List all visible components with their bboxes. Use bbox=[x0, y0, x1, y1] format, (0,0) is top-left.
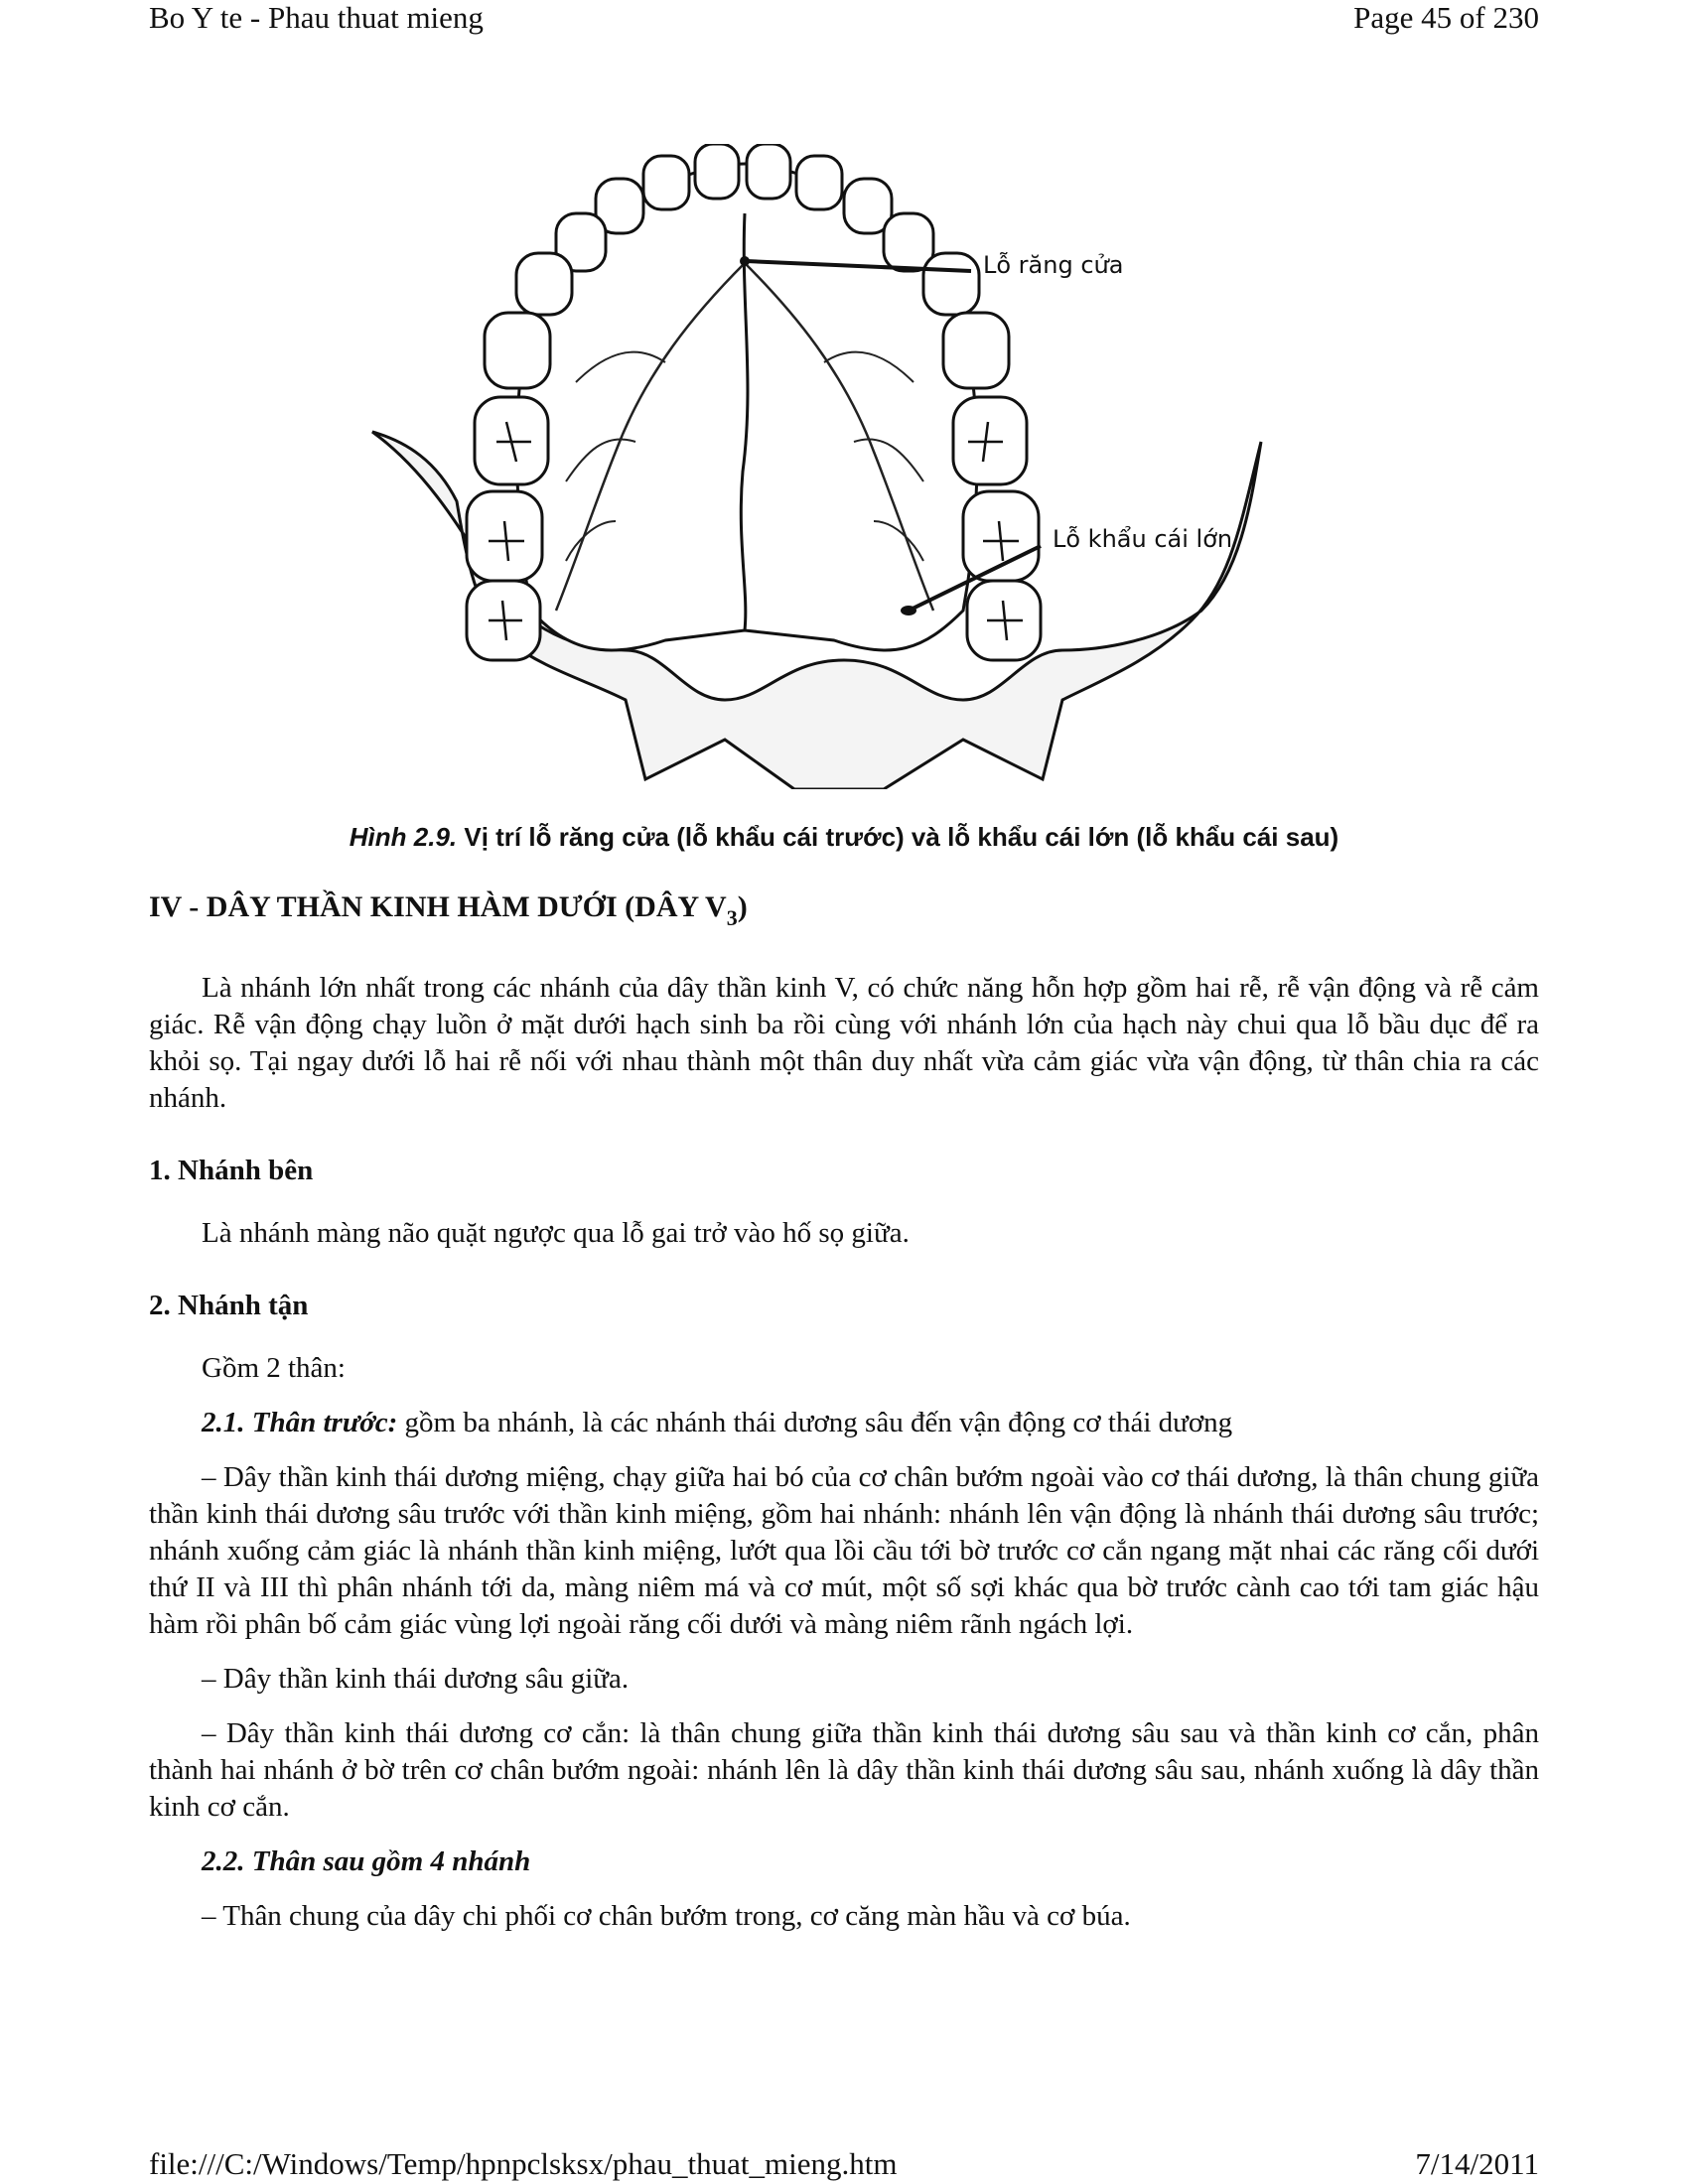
header-title: Bo Y te - Phau thuat mieng bbox=[149, 0, 484, 35]
section-heading-subscript: 3 bbox=[726, 905, 738, 930]
palate-illustration bbox=[367, 144, 1321, 789]
caption-text: Vị trí lỗ răng cửa (lỗ khẩu cái trước) và lỗ khẩu cái lớn (lỗ khẩu cái sau) bbox=[457, 822, 1339, 852]
label-incisive-foramen: Lỗ răng cửa bbox=[983, 251, 1124, 279]
paragraph-than-sau: – Thân chung của dây chi phối cơ chân bướm trong, cơ căng màn hầu và cơ búa. bbox=[202, 1900, 1131, 1932]
paragraph-thai-duong-co-can: – Dây thần kinh thái dương cơ cắn: là thân chung giữa thần kinh thái dương sâu sau và thần kinh cơ cắn, phân thành hai nhánh ở bờ trên cơ chân bướm ngoài: nhánh lên là dây thần kinh thái dương sâu sau, nhánh xuống là dây thần kinh cơ cắn. bbox=[149, 1717, 1539, 1823]
caption-label: Hình 2.9. bbox=[349, 822, 458, 852]
paragraph-gom-2-than: Gồm 2 thân: bbox=[202, 1352, 346, 1384]
paragraph-thai-duong-sau-giua: – Dây thần kinh thái dương sâu giữa. bbox=[202, 1663, 630, 1695]
footer-date: 7/14/2011 bbox=[1415, 2146, 1539, 2181]
intro-paragraph: Là nhánh lớn nhất trong các nhánh của dây thần kinh V, có chức năng hỗn hợp gồm hai rễ, rễ vận động và rễ cảm giác. Rễ vận động chạy luồn ở mặt dưới hạch sinh ba rồi cùng với nhánh lớn của hạch này chui qua lỗ bầu dục để ra khỏi sọ. Tại ngay dưới lỗ hai rễ nối với nhau thành một thân duy nhất vừa cảm giác vừa vận động, từ thân chia ra các nhánh. bbox=[149, 972, 1539, 1114]
paragraph-nhanh-ben: Là nhánh màng não quặt ngược qua lỗ gai trở vào hố sọ giữa. bbox=[202, 1217, 910, 1249]
paragraph-thai-duong-mieng: – Dây thần kinh thái dương miệng, chạy giữa hai bó của cơ chân bướm ngoài vào cơ thái dương, là thân chung giữa thần kinh thái dương sâu trước với thần kinh miệng, gồm hai nhánh: nhánh lên vận động là nhánh thái dương sâu trước; nhánh xuống cảm giác là nhánh thần kinh miệng, lướt qua lồi cầu tới bờ trước cơ cắn ngang mặt nhai các răng cối dưới thứ II và III thì phân nhánh tới da, màng niêm má và cơ mút, một số sợi khác qua bờ trước cành cao tới tam giác hậu hàm rồi phân bố cảm giác vùng lợi ngoài răng cối dưới và màng niêm rãnh ngách lợi. bbox=[149, 1461, 1539, 1640]
palate-figure bbox=[367, 144, 1321, 789]
heading-nhanh-ben: 1. Nhánh bên bbox=[149, 1155, 314, 1186]
than-truoc-text: gồm ba nhánh, là các nhánh thái dương sâu đến vận động cơ thái dương bbox=[397, 1407, 1233, 1438]
heading-nhanh-tan: 2. Nhánh tận bbox=[149, 1290, 309, 1321]
body-content bbox=[149, 888, 1539, 1953]
header-page-number: Page 45 of 230 bbox=[1353, 0, 1539, 35]
subheading-than-sau: 2.2. Thân sau gồm 4 nhánh bbox=[202, 1845, 531, 1877]
footer-file-path: file:///C:/Windows/Temp/hpnpclsksx/phau_thuat_mieng.htm bbox=[149, 2146, 898, 2181]
label-greater-palatine-foramen: Lỗ khẩu cái lớn bbox=[1053, 525, 1233, 553]
section-heading-text: IV - DÂY THẦN KINH HÀM DƯỚI (DÂY V bbox=[149, 890, 727, 923]
subheading-than-truoc: 2.1. Thân trước: bbox=[202, 1407, 398, 1438]
section-heading bbox=[149, 888, 1539, 936]
section-heading-close: ) bbox=[737, 890, 748, 923]
figure-caption bbox=[149, 822, 1539, 853]
paragraph-than-truoc bbox=[149, 1405, 1539, 1441]
